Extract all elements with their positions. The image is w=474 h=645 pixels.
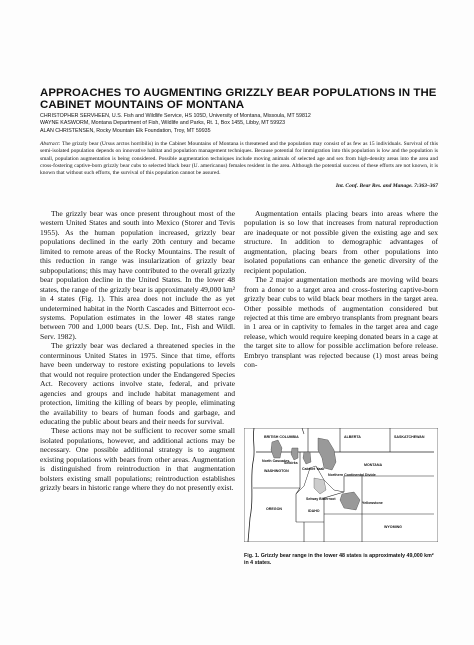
map-label-alberta: ALBERTA [344,435,361,439]
map-label-bc: BRITISH COLUMBIA [264,435,299,439]
map-label-saskatchewan: SASKATCHEWAN [394,435,425,439]
body-paragraph: These actions may not be sufficient to recover some small isolated populations, however, and additional actions may be necessary. One possible additional strategy is to augment existing populations with bears from other areas. Augmentation is distinguished from reintroduction in that augmentation bolsters existing small populations; reintroduction establishes grizzly bears in historic range where they do not presently exist. [40,426,235,493]
body-column-right [244,209,438,370]
map-label-oregon: OREGON [266,507,282,511]
figure-caption: Fig. 1. Grizzly bear range in the lower 48 states is approximately 49,000 km² in 4 states. [244,553,434,567]
body-paragraph: The grizzly bear was declared a threatened species in the conterminous United States in 1975. Since that time, efforts have been underway to restore existing populations to levels that would not require protection under the Endangered Species Act. Recovery actions involve state, federal, and private agencies and groups and include habitat management and protection, limiting the killing of bears by people, eliminating the availability to bears of human foods and garbage, and educating the public about bears and their needs for survival. [40,341,235,426]
abstract [40,141,438,177]
map-label-northern-continental-divide: Northern Continental Divide [328,473,376,477]
map-label-yellowstone: Yellowstone [362,501,383,505]
grizzly-range-map [244,428,438,542]
body-column-left [40,209,235,493]
map-label-wyoming: WYOMING [384,525,402,529]
map-label-idaho: IDAHO [308,509,320,513]
map-label-north-cascades: North Cascades [262,459,290,463]
author-line: WAYNE KASWORM, Montana Department of Fish, Wildlife and Parks, Rt. 1, Box 1455, Libby, MT 59923 [40,120,286,127]
map-label-montana: MONTANA [364,463,383,467]
author-line: ALAN CHRISTENSEN, Rocky Mountain Elk Foundation, Troy, MT 59935 [40,127,211,134]
author-list [40,113,440,135]
body-paragraph: The 2 major augmentation methods are moving wild bears from a donor to a target area and cross-fostering captive-born grizzly bear cubs to wild black bear mothers in the target area. Other possible methods of augmentation considered but rejected at this time are embryo transplants from pregnant bears in 1 area or in captivity to females in the target area and cage release, which would require keeping donated bears in a cage at the target site to allow for possible acclimation before release. Embryo transplant was rejected because (1) most areas being con- [244,275,438,370]
journal-citation: Int. Conf. Bear Res. and Manage. 7:363–367 [335,183,438,189]
body-paragraph: The grizzly bear was once present throughout most of the western United States and south into Mexico (Storer and Tevis 1955). As the human population increased, grizzly bear populations declined in the early 20th century and became limited to remote areas of the Rocky Mountains. The result of this reduction in range was insularization of grizzly bear subpopulations; this may have contributed to the overall grizzly bear population decline in the United States. In the lower 48 states, the range of the grizzly bear is approximately 49,000 km² in 4 states (Fig. 1). This area does not include the as yet undetermined habitat in the North Cascades and Bitterroot eco-systems. Population estimates in the lower 48 states range between 700 and 1,000 bears (U.S. Dep. Int., Fish and Wildl. Serv. 1982). [40,209,235,341]
map-label-selway-bitterroot: Selway Bitterroot [306,497,336,501]
map-label-washington: WASHINGTON [264,469,289,473]
map-label-cabinet-yaak: Cabinet Yaak [302,467,325,471]
body-paragraph: Augmentation entails placing bears into areas where the population is so low that increases from natural reproduction are inadequate or not possible given the existing age and sex structure. In addition to demographic advantages of augmentation, placing bears from other populations into isolated populations can enhance the genetic diversity of the recipient population. [244,209,438,275]
abstract-label: Abstract: [40,141,61,147]
map-label-selkirks: Selkirks [284,461,298,465]
abstract-text: The grizzly bear (Ursus arctos horribilis) in the Cabinet Mountains of Montana is threatened and the population may consist of as few as 15 individuals. Survival of this semi-isolated population depends on innovative habitat and population management techniques. Because potential for immigration into this population is low and the population is small, population augmentation is being considered. Possible augmentation techniques include moving animals of selected age and sex from high-density areas into the area and cross-fostering captive-born grizzly bear cubs to selected black bear (U. americanus) females resident in the area. Although the potential success of these efforts are not known, it is known that without such efforts, the survival of this population cannot be assured. [40,141,438,177]
author-line: CHRISTOPHER SERVHEEN, U.S. Fish and Wildlife Service, HS 105D, University of Montana, Missoula, MT 59812 [40,113,311,119]
paper-title: APPROACHES TO AUGMENTING GRIZZLY BEAR POPULATIONS IN THE CABINET MOUNTAINS OF MONTANA [40,87,437,112]
